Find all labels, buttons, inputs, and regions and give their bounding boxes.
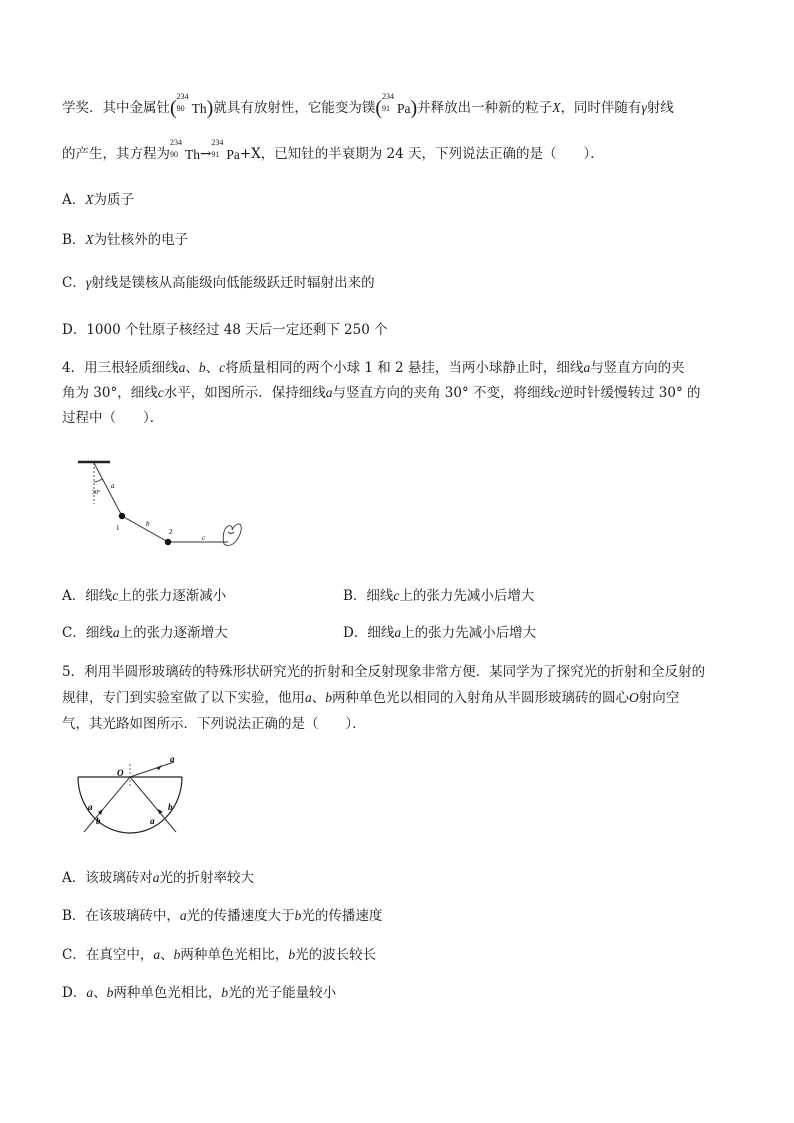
q3-line-1: 学奖．其中金属钍( 234 90 Th)就具有放射性，它能变为镤( 234 91 Pa)并释放出一种新的粒子X，同时伴随有γ射线 [62, 91, 674, 119]
q3-option-c: C．γ射线是镤核从高能级向低能级跃迁时辐射出来的 [62, 275, 375, 291]
q5-stem-line-1: 5．利用半圆形玻璃砖的特殊形状研究光的折射和全反射现象非常方便．某同学为了探究光的折射和全反射的 [62, 664, 706, 680]
arrow-b-in [158, 809, 163, 814]
label-b-out: b [168, 802, 173, 812]
ball-1 [119, 513, 125, 519]
protactinium-nuclide: 234 91 Pa [382, 91, 411, 116]
q5-option-c: C．在真空中，a、b两种单色光相比，b光的波长较长 [62, 947, 377, 963]
label-b-in: b [96, 816, 101, 826]
label-a: a [111, 482, 115, 490]
label-a-out: a [170, 754, 175, 764]
label-b: b [146, 520, 150, 528]
q4-stem-line-1: 4．用三根轻质细线a、b、c将质量相同的两个小球 1 和 2 悬挂，当两小球静止时，细线a与竖直方向的夹 [62, 360, 685, 376]
q5-stem-line-3: 气，其光路如图所示．下列说法正确的是（ ）． [62, 716, 366, 732]
label-a-in: a [88, 802, 93, 812]
thorium-nuclide: 234 90 Th [176, 91, 207, 116]
label-O: O [117, 768, 124, 778]
protactinium-nuclide-equation: 234 91 Pa [211, 137, 240, 162]
q4-option-c: C．细线a上的张力逐渐增大 [62, 625, 228, 641]
q3-option-b: B．X为钍核外的电子 [62, 232, 189, 248]
label-a-out-2: a [150, 816, 155, 826]
q5-option-a: A．该玻璃砖对a光的折射率较大 [62, 870, 254, 886]
label-c: c [202, 534, 206, 542]
q4-option-a: A．细线c上的张力逐渐减小 [62, 588, 227, 604]
angle-arc [94, 479, 102, 482]
reaction-arrow: → [200, 146, 212, 162]
q4-stem-line-2: 角为 30°，细线c水平，如图所示．保持细线a与竖直方向的夹角 30° 不变，将细线c逆时针缓慢转过 30° 的 [62, 385, 701, 401]
thorium-nuclide-equation: 234 90 Th [170, 137, 200, 162]
q4-stem-line-3: 过程中（ ）． [62, 410, 164, 426]
q4-option-d: D．细线a上的张力先减小后增大 [343, 625, 537, 641]
q5-option-d: D．a、b两种单色光相比，b光的光子能量较小 [62, 985, 337, 1001]
q5-figure [70, 752, 190, 842]
ball-1-label: 1 [116, 524, 120, 532]
q3-line-2: 的产生，其方程为 234 90 Th→ 234 91 Pa+X，已知钍的半衰期为 24 天，下列说法正确的是（ ）． [62, 137, 604, 162]
angle-label: 30° [92, 490, 101, 496]
ball-2-label: 2 [169, 528, 173, 536]
string-b [122, 516, 168, 542]
refracted-ray-a [130, 762, 174, 777]
q4-option-b: B．细线c上的张力先减小后增大 [343, 588, 535, 604]
q3-option-a: A．X为质子 [62, 192, 134, 208]
q5-option-b: B．在该玻璃砖中，a光的传播速度大于b光的传播速度 [62, 908, 383, 924]
q4-figure [70, 456, 250, 556]
q5-stem-line-2: 规律，专门到实验室做了以下实验，他用a、b两种单色光以相同的入射角从半圆形玻璃砖的圆心O射向空 [62, 690, 680, 706]
ball-2 [165, 539, 171, 545]
q3-option-d: D．1000 个钍原子核经过 48 天后一定还剩下 250 个 [62, 322, 388, 338]
